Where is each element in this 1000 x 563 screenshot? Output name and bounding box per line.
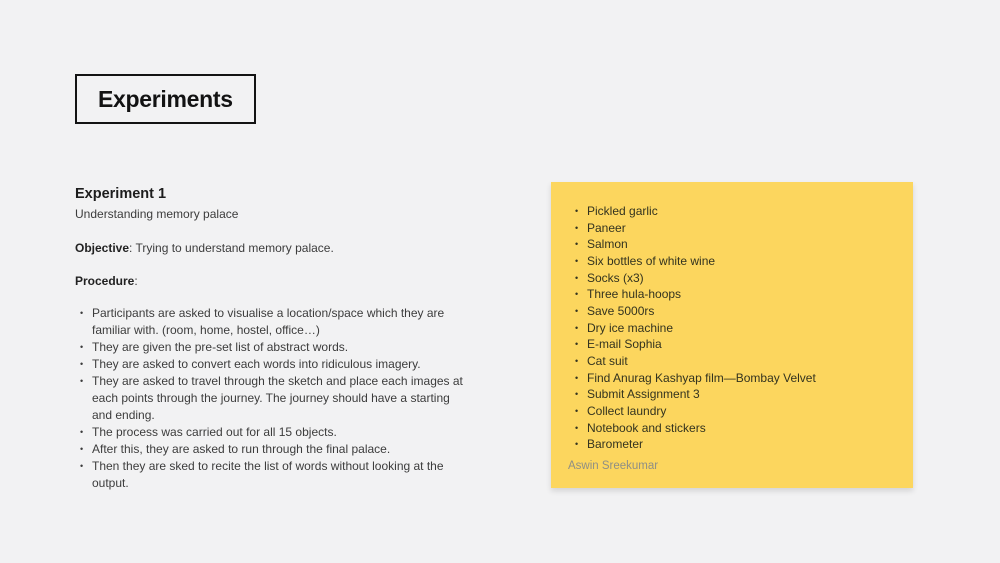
- note-item: • Collect laundry: [568, 403, 893, 420]
- page-title: Experiments: [98, 85, 233, 112]
- experiment-section: [75, 185, 470, 492]
- note-item: • Paneer: [568, 220, 893, 237]
- objective-line: [75, 240, 470, 257]
- experiment-subheading: Understanding memory palace: [75, 207, 239, 221]
- procedure-step: • They are given the pre-set list of abstract words.: [75, 339, 470, 356]
- procedure-line: [75, 273, 470, 290]
- note-item: • Three hula-hoops: [568, 286, 893, 303]
- note-item: • Salmon: [568, 236, 893, 253]
- note-item: • Find Anurag Kashyap film—Bombay Velvet: [568, 370, 893, 387]
- procedure-step: • Participants are asked to visualise a location/space which they are familiar with. (room, home, hostel, office…): [75, 305, 470, 339]
- note-list: [568, 203, 893, 453]
- procedure-list: [75, 305, 470, 492]
- note-card: [551, 182, 913, 488]
- procedure-colon: :: [134, 274, 138, 288]
- note-item: • Cat suit: [568, 353, 893, 370]
- note-item: • E-mail Sophia: [568, 336, 893, 353]
- procedure-step: • They are asked to convert each words into ridiculous imagery.: [75, 356, 470, 373]
- procedure-step: • After this, they are asked to run through the final palace.: [75, 441, 470, 458]
- note-item: • Submit Assignment 3: [568, 386, 893, 403]
- note-item: • Save 5000rs: [568, 303, 893, 320]
- note-item: • Pickled garlic: [568, 203, 893, 220]
- title-box: [75, 74, 256, 124]
- note-item: • Six bottles of white wine: [568, 253, 893, 270]
- experiment-heading: Experiment 1: [75, 186, 167, 202]
- procedure-step: • The process was carried out for all 15 objects.: [75, 424, 470, 441]
- procedure-step: • They are asked to travel through the sketch and place each images at each points through the journey. The journey should have a starting and ending.: [75, 373, 470, 424]
- objective-text: : Trying to understand memory palace.: [129, 241, 334, 255]
- procedure-label: Procedure: [75, 274, 135, 288]
- procedure-step: • Then they are sked to recite the list of words without looking at the output.: [75, 458, 470, 492]
- objective-label: Objective: [75, 241, 130, 255]
- note-item: • Socks (x3): [568, 270, 893, 287]
- note-item: • Notebook and stickers: [568, 420, 893, 437]
- note-attribution: Aswin Sreekumar: [568, 459, 659, 472]
- note-item: • Dry ice machine: [568, 320, 893, 337]
- note-item: • Barometer: [568, 436, 893, 453]
